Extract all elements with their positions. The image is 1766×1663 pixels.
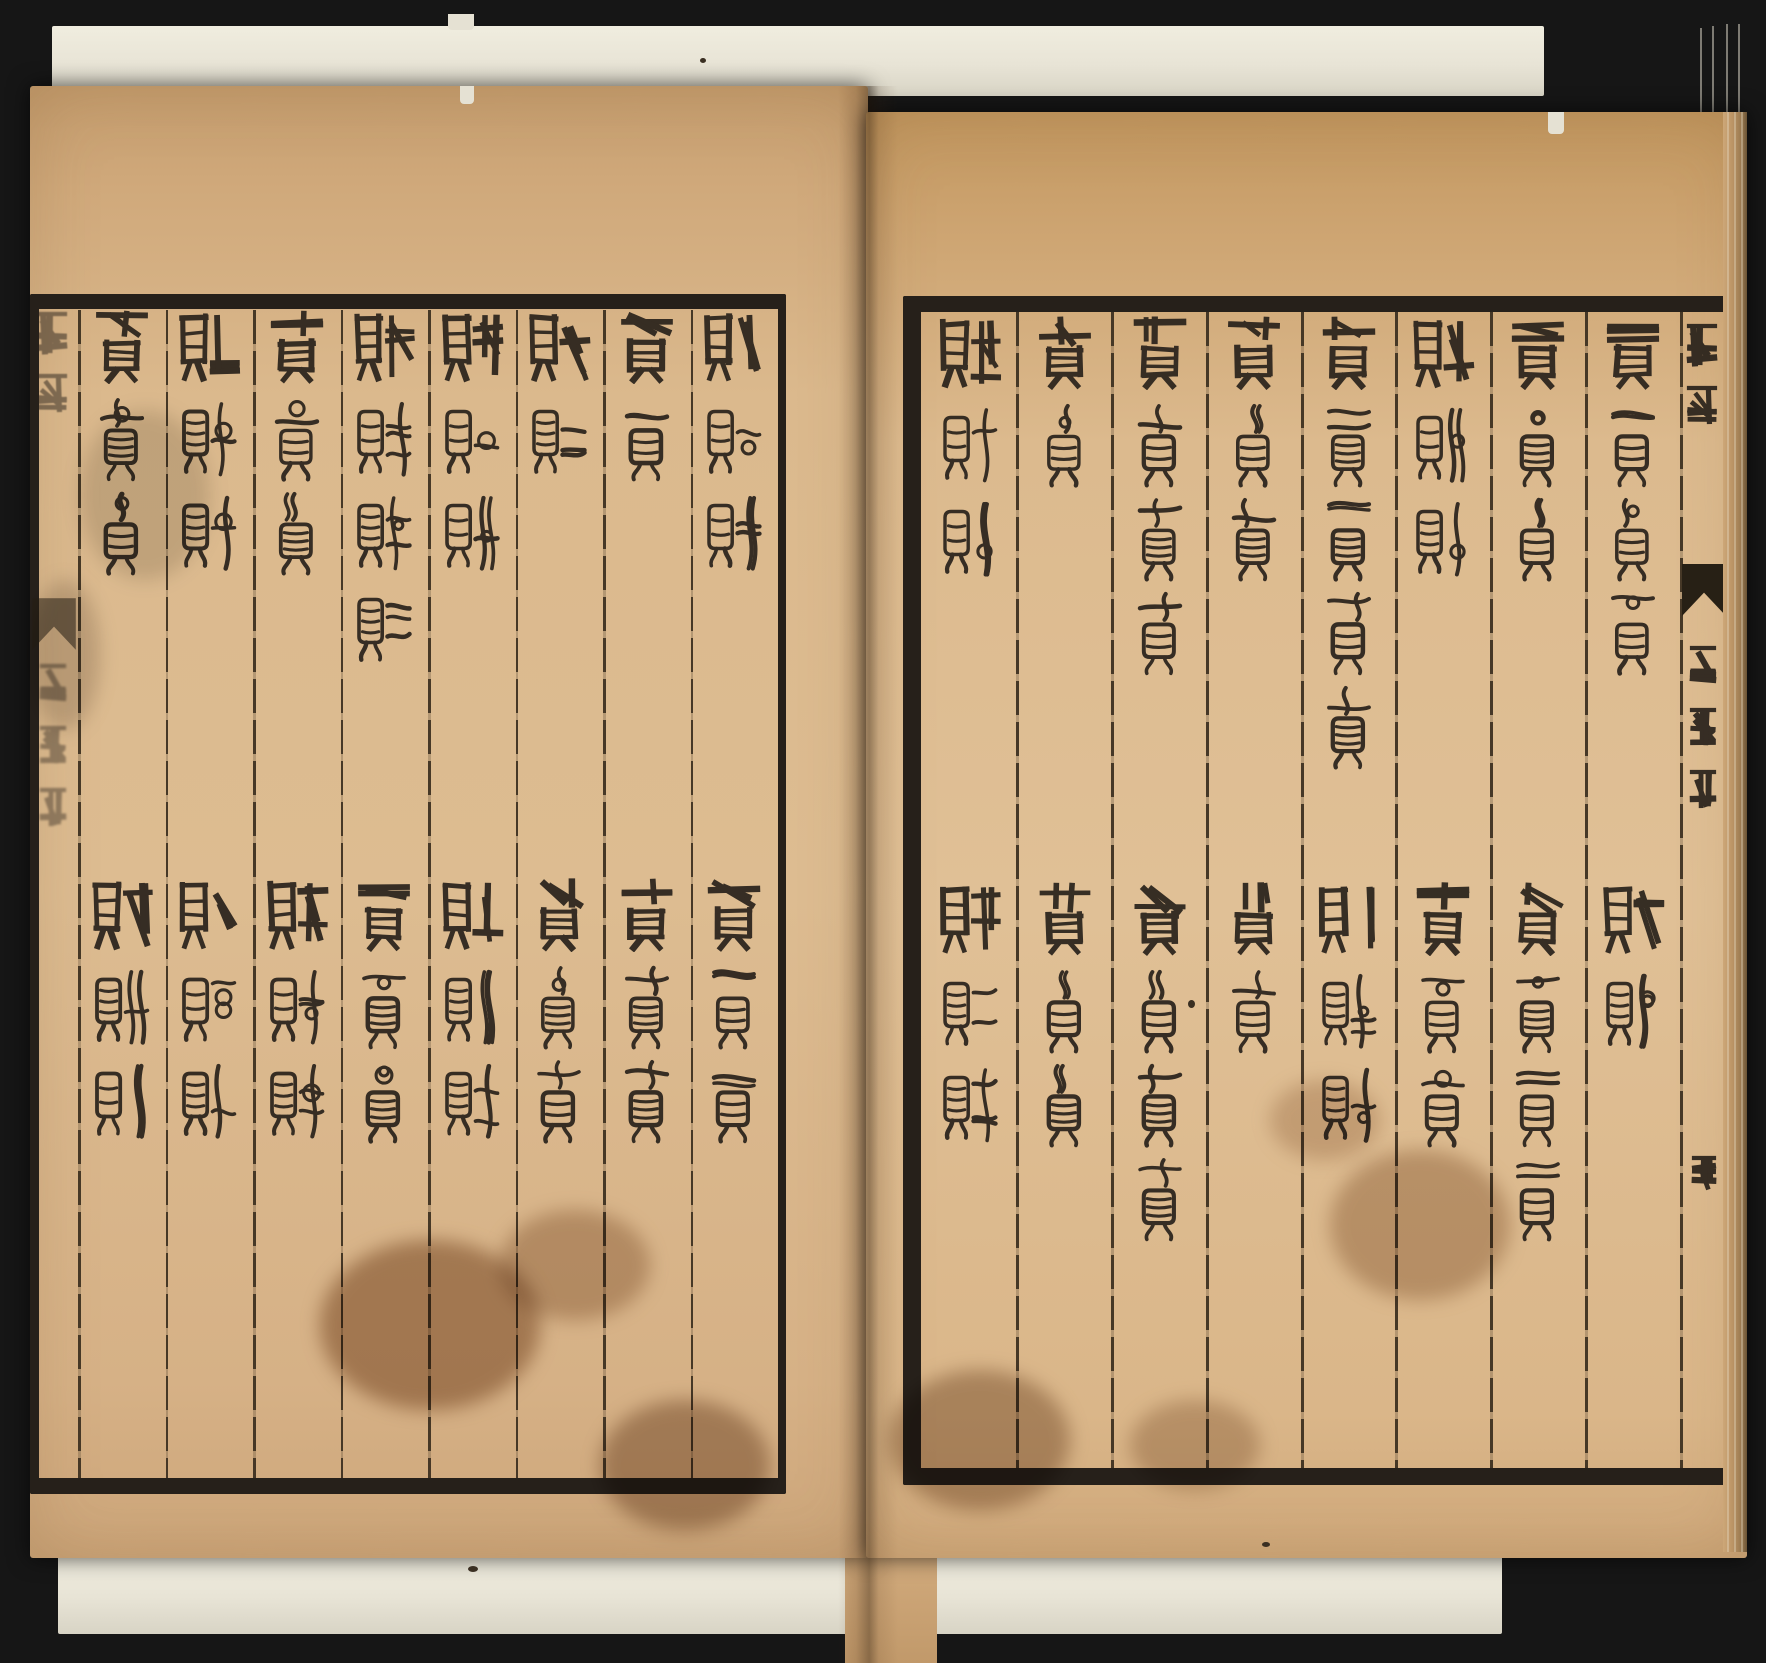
margin-chapter-character xyxy=(1687,642,1719,690)
seal-variant xyxy=(705,490,763,576)
margin-chapter-character xyxy=(1687,704,1719,752)
seal-variant xyxy=(1509,496,1567,582)
seal-variant xyxy=(1036,1062,1094,1148)
margin-chapter-character xyxy=(1687,766,1719,814)
entry-column xyxy=(516,308,604,1478)
seal-variant xyxy=(268,396,326,482)
seal-variant xyxy=(941,968,999,1054)
seal-variant xyxy=(1036,402,1094,488)
head-character xyxy=(1410,314,1476,390)
seal-variant xyxy=(93,964,151,1050)
seal-variant xyxy=(443,964,501,1050)
leaf-edge-bottom xyxy=(58,1552,1502,1634)
seal-variant xyxy=(355,584,413,670)
entry-column xyxy=(166,308,254,1478)
entry-column xyxy=(1207,314,1302,1468)
entry-column xyxy=(253,308,341,1478)
entry-column xyxy=(1018,314,1113,1468)
head-character xyxy=(937,880,1003,956)
seal-variant xyxy=(941,402,999,488)
speck xyxy=(468,1566,478,1572)
seal-variant xyxy=(1131,1156,1189,1242)
head-character xyxy=(526,308,592,384)
seal-variant xyxy=(93,1058,151,1144)
seal-variant xyxy=(530,396,588,482)
paper-notch xyxy=(1548,112,1564,134)
entry-column xyxy=(1396,314,1491,1468)
head-character xyxy=(937,314,1003,390)
seal-variant xyxy=(1131,590,1189,676)
fore-edge-line xyxy=(1726,24,1728,124)
seal-variant xyxy=(180,396,238,482)
column-rule xyxy=(1680,312,1683,1468)
head-character xyxy=(526,876,592,952)
head-character xyxy=(1316,880,1382,956)
seal-variant xyxy=(443,1058,501,1144)
fishtail-icon xyxy=(32,598,76,650)
head-character xyxy=(176,308,242,384)
head-character xyxy=(1505,880,1571,956)
seal-variant xyxy=(1604,402,1662,488)
head-character xyxy=(1505,314,1571,390)
margin-chapter-character xyxy=(37,660,69,708)
seal-variant xyxy=(93,396,151,482)
seal-variant xyxy=(618,964,676,1050)
head-character xyxy=(264,876,330,952)
seal-variant xyxy=(355,1058,413,1144)
entry-column xyxy=(1302,314,1397,1468)
head-character xyxy=(1032,314,1098,390)
seal-variant xyxy=(1320,496,1378,582)
speck xyxy=(700,58,706,63)
fore-edge-line xyxy=(1712,26,1714,122)
seal-variant xyxy=(705,964,763,1050)
seal-variant xyxy=(355,964,413,1050)
head-character xyxy=(701,308,767,384)
entry-column xyxy=(923,314,1018,1468)
paper-notch-top xyxy=(448,14,474,30)
margin-title-character xyxy=(34,370,70,420)
seal-variant xyxy=(1414,968,1472,1054)
head-character xyxy=(1221,880,1287,956)
seal-variant xyxy=(705,1058,763,1144)
seal-variant xyxy=(180,490,238,576)
seal-variant xyxy=(1320,590,1378,676)
left-page xyxy=(30,86,868,1558)
frame-border-left xyxy=(903,296,921,1485)
seal-variant xyxy=(355,396,413,482)
page-stack-edge xyxy=(1723,112,1747,1552)
seal-variant xyxy=(1320,1062,1378,1148)
seal-variant xyxy=(1604,968,1662,1054)
entry-column xyxy=(78,308,166,1478)
seal-variant xyxy=(1509,402,1567,488)
head-character xyxy=(1127,314,1193,390)
frame-border-top xyxy=(30,294,786,309)
seal-variant xyxy=(1131,1062,1189,1148)
margin-chapter-character xyxy=(37,722,69,770)
seal-variant xyxy=(355,490,413,576)
seal-variant xyxy=(618,1058,676,1144)
entry-column xyxy=(1585,314,1680,1468)
entry-column xyxy=(341,308,429,1478)
seal-variant xyxy=(941,1062,999,1148)
seal-variant xyxy=(268,964,326,1050)
seal-variant xyxy=(1036,968,1094,1054)
head-character xyxy=(1410,880,1476,956)
seal-variant xyxy=(1509,1062,1567,1148)
seal-variant xyxy=(1225,496,1283,582)
head-character xyxy=(351,876,417,952)
seal-variant xyxy=(1131,968,1189,1054)
seal-variant xyxy=(618,396,676,482)
entry-column xyxy=(691,308,779,1478)
seal-variant xyxy=(1604,590,1662,676)
speck xyxy=(1188,1000,1195,1008)
speck xyxy=(1262,1542,1270,1547)
fishtail-icon xyxy=(1682,564,1726,616)
seal-variant xyxy=(1414,1062,1472,1148)
frame-border-left xyxy=(30,294,39,1494)
head-character xyxy=(1127,880,1193,956)
seal-variant xyxy=(93,490,151,576)
seal-variant xyxy=(1131,402,1189,488)
head-character xyxy=(351,308,417,384)
head-character xyxy=(264,308,330,384)
seal-variant xyxy=(1320,968,1378,1054)
seal-variant xyxy=(941,496,999,582)
head-character xyxy=(176,876,242,952)
seal-variant xyxy=(705,396,763,482)
seal-variant xyxy=(268,1058,326,1144)
leaf-number xyxy=(1689,1152,1719,1194)
head-character xyxy=(89,308,155,384)
seal-variant xyxy=(1414,496,1472,582)
seal-variant xyxy=(1320,402,1378,488)
seal-variant xyxy=(1320,684,1378,770)
fore-edge-line xyxy=(1700,28,1702,120)
seal-variant xyxy=(443,490,501,576)
head-character xyxy=(1221,314,1287,390)
seal-variant xyxy=(1414,402,1472,488)
seal-variant xyxy=(268,490,326,576)
seal-variant xyxy=(180,964,238,1050)
frame-border-bottom xyxy=(903,1468,1740,1485)
entry-column xyxy=(1112,314,1207,1468)
seal-variant xyxy=(1509,968,1567,1054)
head-character xyxy=(1600,314,1666,390)
head-character xyxy=(1032,880,1098,956)
head-character xyxy=(614,308,680,384)
entry-column xyxy=(428,308,516,1478)
seal-variant xyxy=(530,1058,588,1144)
paper-notch xyxy=(460,86,474,104)
entry-column xyxy=(1491,314,1586,1468)
seal-variant xyxy=(1509,1156,1567,1242)
seal-variant xyxy=(1225,402,1283,488)
seal-variant xyxy=(1225,968,1283,1054)
margin-title-character xyxy=(1684,320,1720,370)
right-page xyxy=(866,112,1747,1558)
head-character xyxy=(439,308,505,384)
margin-title-character xyxy=(1684,382,1720,432)
entry-column xyxy=(603,308,691,1478)
head-character xyxy=(614,876,680,952)
head-character xyxy=(1600,880,1666,956)
head-character xyxy=(701,876,767,952)
seal-variant xyxy=(1131,496,1189,582)
fold-bottom-edge xyxy=(845,1552,937,1663)
margin-chapter-character xyxy=(37,784,69,832)
head-character xyxy=(1316,314,1382,390)
head-character xyxy=(439,876,505,952)
frame-border-right xyxy=(778,294,786,1494)
seal-variant xyxy=(1604,496,1662,582)
seal-variant xyxy=(180,1058,238,1144)
seal-variant xyxy=(443,396,501,482)
frame-border-bottom xyxy=(30,1478,786,1494)
margin-title-character xyxy=(34,308,70,358)
head-character xyxy=(89,876,155,952)
seal-variant xyxy=(530,964,588,1050)
frame-border-top xyxy=(903,296,1740,312)
